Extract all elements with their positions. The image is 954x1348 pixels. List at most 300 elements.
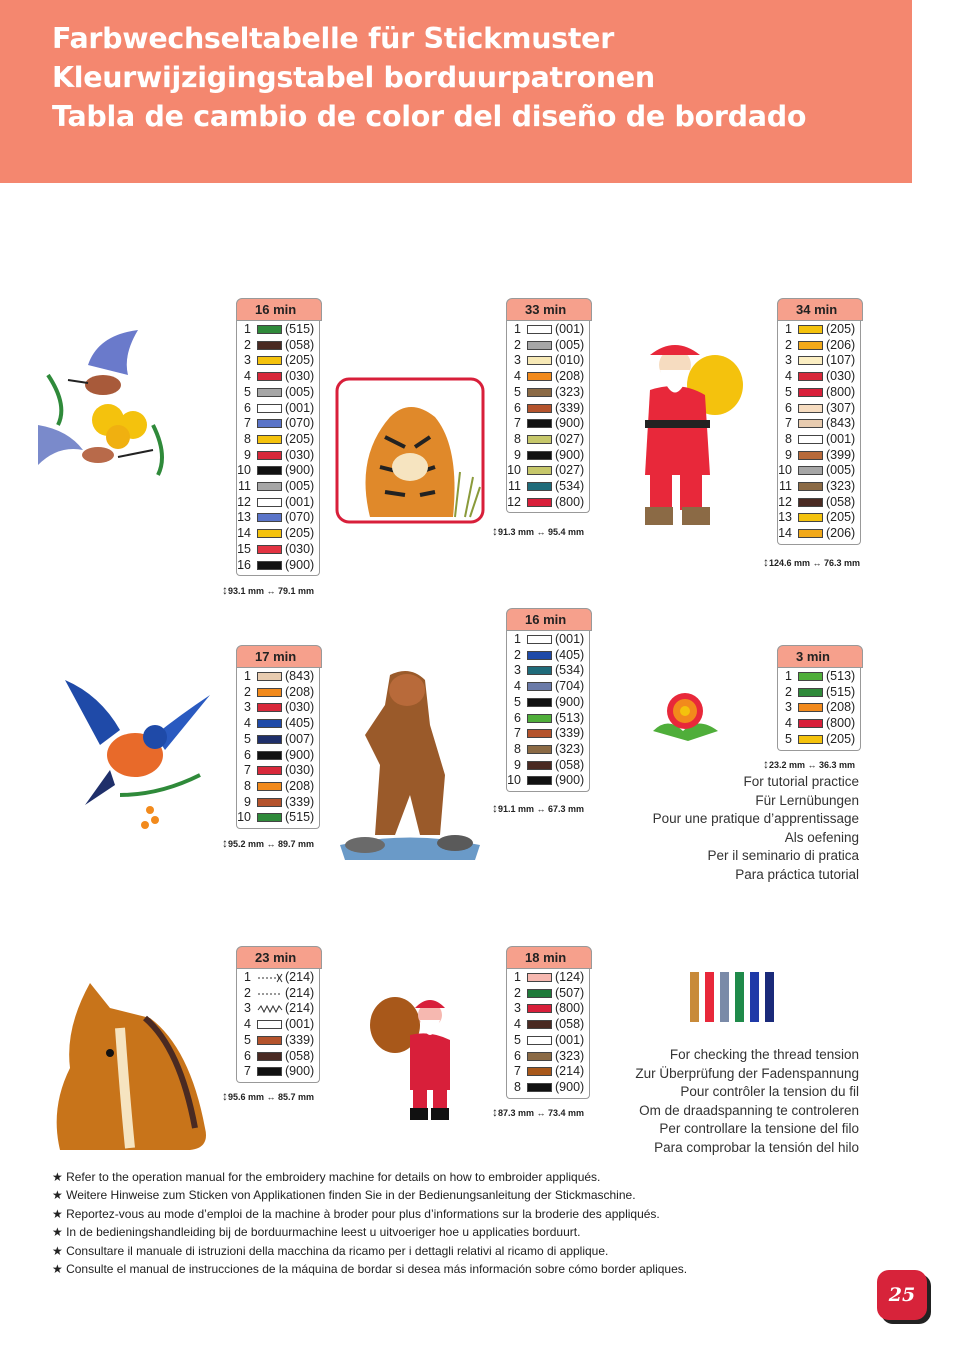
thread-code: (339): [555, 400, 585, 415]
footnote: ★ Weitere Hinweise zum Sticken von Applikationen finden Sie in der Bedienungsanleitung der Stickmaschine.: [52, 1188, 636, 1203]
thread-code: (405): [285, 716, 315, 731]
color-row: [507, 648, 589, 664]
color-swatch: [527, 1036, 552, 1045]
thread-code: (001): [285, 1017, 315, 1032]
color-row: [778, 322, 860, 338]
color-step: 3: [244, 1001, 251, 1016]
color-step: 8: [514, 1079, 521, 1094]
color-row: [237, 1001, 319, 1017]
color-row: [237, 369, 319, 385]
color-row: [237, 448, 319, 464]
color-row: [507, 742, 589, 758]
color-swatch: [798, 451, 823, 460]
color-row: [778, 338, 860, 354]
thread-code: (208): [285, 778, 315, 793]
dimensions-text: 93.1 mm ↔ 79.1 mm: [228, 586, 315, 596]
color-swatch: [527, 498, 552, 507]
thread-code: (070): [285, 510, 315, 525]
color-swatch: [257, 435, 282, 444]
color-row: [507, 632, 589, 648]
color-row: [778, 479, 860, 495]
thread-code: (323): [555, 1048, 585, 1063]
color-row: [237, 669, 319, 685]
flower-image: [648, 686, 723, 746]
color-step: 3: [514, 663, 521, 678]
bluebird-image: [60, 675, 210, 835]
thread-code: (900): [285, 557, 315, 572]
color-step: 5: [244, 384, 251, 399]
color-step: 10: [507, 463, 521, 478]
color-row: [237, 810, 319, 826]
tutorial-line: Per il seminario di pratica: [707, 848, 859, 863]
design-dimensions: [763, 555, 860, 569]
color-step: 2: [244, 337, 251, 352]
thread-code: (058): [555, 757, 585, 772]
color-row: [778, 432, 860, 448]
color-step: 6: [244, 1048, 251, 1063]
thread-code: (005): [555, 337, 585, 352]
height-arrow-icon: ↕: [222, 583, 228, 597]
color-swatch: [257, 813, 282, 822]
tension-line: For checking the thread tension: [669, 1047, 859, 1062]
thread-code: (030): [285, 763, 315, 778]
color-swatch: [798, 672, 823, 681]
color-row: [778, 416, 860, 432]
thread-tension-swatches: [688, 970, 783, 1025]
color-step: 5: [514, 694, 521, 709]
title-line-es: Tabla de cambio de color del diseño de bordado: [52, 100, 807, 133]
color-step: 16: [237, 557, 251, 572]
thread-code: (214): [285, 970, 315, 984]
thread-code: (030): [285, 541, 315, 556]
color-row: [237, 432, 319, 448]
color-swatch: [257, 561, 282, 570]
color-step: 14: [237, 526, 251, 541]
color-swatch: [257, 782, 282, 791]
stitch-line-icon: [257, 988, 283, 1000]
stitch-line-icon: [257, 972, 283, 984]
color-step: 4: [514, 679, 521, 694]
footnote: ★ In de bedieningshandleiding bij de borduurmachine leest u uitvoeriger hoe u applicaties borduurt.: [52, 1225, 581, 1240]
color-swatch: [527, 404, 552, 413]
title-line-nl: Kleurwijzigingstabel borduurpatronen: [52, 61, 655, 94]
hummingbird-image: [28, 325, 173, 495]
color-swatch: [257, 719, 282, 728]
color-row: [237, 685, 319, 701]
thread-code: (800): [555, 494, 585, 509]
color-step: 7: [244, 1064, 251, 1079]
color-row: [237, 779, 319, 795]
color-table: [506, 302, 590, 513]
color-table: [506, 950, 590, 1099]
color-step: 10: [237, 463, 251, 478]
color-row: [507, 1033, 589, 1049]
color-row: [507, 695, 589, 711]
page-number: 25: [877, 1270, 927, 1320]
height-arrow-icon: ↕: [763, 555, 769, 569]
color-step: 2: [244, 684, 251, 699]
color-swatch: [527, 729, 552, 738]
color-swatch: [257, 466, 282, 475]
color-swatch: [527, 372, 552, 381]
color-row: [778, 495, 860, 511]
color-row: [507, 679, 589, 695]
color-row: [237, 700, 319, 716]
height-arrow-icon: ↕: [492, 801, 498, 815]
design-dimensions: [222, 1089, 314, 1103]
color-swatch: [527, 388, 552, 397]
color-row: [507, 1080, 589, 1096]
color-step: 6: [244, 747, 251, 762]
thread-code: (030): [285, 447, 315, 462]
color-step: 12: [237, 494, 251, 509]
color-row: [237, 463, 319, 479]
thread-code: (208): [555, 369, 585, 384]
color-swatch: [257, 545, 282, 554]
stitch-time: 23 min: [236, 946, 322, 969]
color-swatch: [527, 745, 552, 754]
thread-code: (107): [826, 353, 856, 368]
height-arrow-icon: ↕: [492, 524, 498, 538]
color-row: [778, 526, 860, 542]
color-swatch: [798, 466, 823, 475]
color-step: 8: [514, 431, 521, 446]
color-swatch: [257, 482, 282, 491]
color-step: 9: [244, 794, 251, 809]
color-row: [237, 1033, 319, 1049]
color-step: 12: [507, 494, 521, 509]
color-swatch: [798, 513, 823, 522]
color-row: [237, 748, 319, 764]
color-table: [777, 302, 861, 545]
color-row: [237, 526, 319, 542]
color-step: 6: [514, 710, 521, 725]
color-row: [507, 663, 589, 679]
thread-code: (030): [285, 369, 315, 384]
thread-code: (339): [555, 726, 585, 741]
stitch-time: 33 min: [506, 298, 592, 321]
thread-code: (704): [555, 679, 585, 694]
color-step: 6: [514, 400, 521, 415]
color-row: [507, 401, 589, 417]
thread-code: (058): [285, 1048, 315, 1063]
color-swatch: [257, 325, 282, 334]
color-step: 15: [237, 541, 251, 556]
color-swatch: [257, 688, 282, 697]
color-step: 8: [514, 741, 521, 756]
color-step: 5: [785, 731, 792, 746]
color-swatch: [527, 451, 552, 460]
footnote: ★ Consultare il manuale di istruzioni della macchina da ricamo per i dettagli relativi al ricamo di applique.: [52, 1243, 609, 1258]
thread-code: (323): [555, 384, 585, 399]
color-step: 7: [514, 416, 521, 431]
dimensions-text: 87.3 mm ↔ 73.4 mm: [498, 1108, 585, 1118]
color-step: 4: [244, 369, 251, 384]
thread-code: (070): [285, 416, 315, 431]
color-step: 2: [514, 337, 521, 352]
thread-code: (206): [826, 526, 856, 541]
color-swatch: [527, 1083, 552, 1092]
thread-code: (800): [555, 1001, 585, 1016]
color-row: [237, 986, 319, 1002]
color-row: [507, 1064, 589, 1080]
tutorial-text: [653, 773, 859, 884]
color-row: [507, 479, 589, 495]
footnote: ★ Consulte el manual de instrucciones de la máquina de bordar si desea más información sobre cómo border apliques.: [52, 1262, 688, 1277]
color-step: 5: [514, 1032, 521, 1047]
tension-line: Pour contrôler la tension du fil: [680, 1084, 859, 1099]
color-row: [507, 726, 589, 742]
color-swatch: [527, 714, 552, 723]
color-step: 1: [514, 970, 521, 984]
thread-code: (513): [555, 710, 585, 725]
color-swatch: [257, 1052, 282, 1061]
color-swatch: [798, 529, 823, 538]
dimensions-text: 23.2 mm ↔ 36.3 mm: [769, 760, 856, 770]
thread-code: (214): [285, 985, 315, 1000]
color-step: 3: [244, 353, 251, 368]
thread-code: (001): [285, 494, 315, 509]
thread-code: (205): [826, 731, 856, 746]
santa-small-image: [365, 990, 470, 1125]
color-step: 2: [514, 985, 521, 1000]
color-row: [237, 1017, 319, 1033]
color-swatch: [257, 672, 282, 681]
page-header: [0, 0, 912, 183]
color-row: [507, 369, 589, 385]
thread-code: (323): [555, 741, 585, 756]
color-step: 10: [778, 463, 792, 478]
color-swatch: [257, 451, 282, 460]
color-row: [778, 700, 860, 716]
tension-line: Per controllare la tensione del filo: [659, 1121, 859, 1136]
thread-code: (005): [285, 384, 315, 399]
color-row: [237, 763, 319, 779]
color-swatch: [257, 1020, 282, 1029]
color-row: [237, 338, 319, 354]
color-table: [236, 302, 320, 576]
thread-tension-bar: [735, 972, 744, 1022]
color-swatch: [527, 325, 552, 334]
bear-image: [335, 665, 485, 862]
color-step: 7: [244, 763, 251, 778]
thread-code: (843): [285, 669, 315, 683]
color-step: 10: [507, 773, 521, 788]
color-row: [507, 986, 589, 1002]
color-swatch: [527, 651, 552, 660]
height-arrow-icon: ↕: [763, 757, 769, 771]
color-step: 8: [244, 431, 251, 446]
color-swatch: [798, 325, 823, 334]
color-row: [778, 448, 860, 464]
color-swatch: [257, 419, 282, 428]
color-swatch: [257, 751, 282, 760]
color-step: 1: [785, 322, 792, 336]
color-step: 4: [785, 716, 792, 731]
color-row: [237, 970, 319, 986]
color-swatch: [527, 1052, 552, 1061]
thread-code: (001): [555, 322, 585, 336]
thread-code: (206): [826, 337, 856, 352]
color-step: 3: [785, 700, 792, 715]
thread-code: (214): [285, 1001, 315, 1016]
thread-code: (515): [285, 322, 315, 336]
thread-code: (208): [285, 684, 315, 699]
color-row: [507, 338, 589, 354]
color-swatch: [527, 635, 552, 644]
thread-code: (323): [826, 479, 856, 493]
thread-code: (800): [826, 716, 856, 731]
color-step: 5: [244, 1032, 251, 1047]
dimensions-text: 95.2 mm ↔ 89.7 mm: [228, 839, 315, 849]
color-row: [507, 495, 589, 511]
color-step: 5: [785, 384, 792, 399]
horse-image: [50, 978, 215, 1153]
thread-code: (900): [555, 694, 585, 709]
design-dimensions: [492, 801, 584, 815]
color-row: [778, 685, 860, 701]
stitch-time: 3 min: [777, 645, 863, 668]
color-swatch: [798, 341, 823, 350]
tension-line: Om de draadspanning te controleren: [639, 1102, 859, 1118]
thread-code: (307): [826, 400, 856, 415]
color-step: 5: [514, 384, 521, 399]
color-row: [237, 479, 319, 495]
color-row: [778, 669, 860, 685]
color-swatch: [257, 513, 282, 522]
title-line-de: Farbwechseltabelle für Stickmuster: [52, 22, 614, 55]
thread-code: (007): [285, 731, 315, 746]
thread-code: (900): [555, 447, 585, 462]
thread-code: (900): [555, 773, 585, 788]
thread-code: (205): [285, 353, 315, 368]
dimensions-text: 91.3 mm ↔ 95.4 mm: [498, 527, 585, 537]
design-dimensions: [222, 836, 314, 850]
color-step: 11: [508, 479, 521, 493]
thread-code: (900): [285, 463, 315, 478]
color-swatch: [527, 1004, 552, 1013]
thread-code: (534): [555, 663, 585, 678]
thread-code: (001): [285, 400, 315, 415]
thread-code: (001): [826, 431, 856, 446]
tiger-image: [335, 377, 485, 524]
thread-code: (124): [555, 970, 585, 984]
thread-code: (405): [555, 647, 585, 662]
thread-code: (030): [285, 700, 315, 715]
thread-tension-bar: [705, 972, 714, 1022]
thread-code: (027): [555, 463, 585, 478]
color-step: 1: [244, 322, 251, 336]
color-step: 5: [244, 731, 251, 746]
color-step: 7: [514, 1064, 521, 1079]
thread-code: (214): [555, 1064, 585, 1079]
color-step: 2: [785, 684, 792, 699]
color-row: [237, 416, 319, 432]
dimensions-text: 124.6 mm ↔ 76.3 mm: [769, 558, 861, 568]
color-step: 1: [785, 669, 792, 683]
tension-line: Zur Überprüfung der Fadenspannung: [635, 1065, 859, 1081]
color-step: 1: [514, 632, 521, 646]
color-row: [237, 401, 319, 417]
thread-code: (005): [285, 479, 315, 493]
thread-code: (205): [285, 526, 315, 541]
thread-tension-bar: [750, 972, 759, 1022]
color-swatch: [527, 973, 552, 982]
color-row: [778, 732, 860, 748]
tension-line: Para comprobar la tensión del hilo: [654, 1139, 859, 1155]
thread-code: (001): [555, 1032, 585, 1047]
color-step: 1: [514, 322, 521, 336]
thread-code: (900): [285, 1064, 315, 1079]
color-step: 13: [237, 510, 251, 525]
thread-code: (515): [285, 810, 315, 825]
color-row: [507, 711, 589, 727]
color-swatch: [527, 776, 552, 785]
footnote: ★ Reportez-vous au mode d’emploi de la machine à broder pour plus d’informations sur la broderie des appliqués.: [52, 1206, 660, 1221]
thread-code: (399): [826, 447, 856, 462]
design-dimensions: [763, 757, 855, 771]
santa-large-image: [620, 335, 745, 535]
color-swatch: [798, 482, 823, 491]
color-swatch: [527, 482, 552, 491]
thread-code: (534): [555, 479, 585, 493]
color-swatch: [257, 735, 282, 744]
color-step: 9: [514, 757, 521, 772]
color-swatch: [257, 372, 282, 381]
thread-code: (208): [826, 700, 856, 715]
color-row: [778, 510, 860, 526]
color-step: 14: [778, 526, 792, 541]
thread-code: (513): [826, 669, 856, 683]
color-step: 3: [244, 700, 251, 715]
color-swatch: [257, 1036, 282, 1045]
color-step: 7: [514, 726, 521, 741]
thread-code: (900): [555, 1079, 585, 1094]
color-row: [507, 322, 589, 338]
color-swatch: [527, 419, 552, 428]
color-swatch: [798, 688, 823, 697]
height-arrow-icon: ↕: [492, 1105, 498, 1119]
color-row: [237, 1049, 319, 1065]
stitch-time: 17 min: [236, 645, 322, 668]
color-swatch: [527, 435, 552, 444]
color-table: [777, 649, 861, 751]
thread-code: (339): [285, 794, 315, 809]
thread-code: (205): [285, 431, 315, 446]
color-table: [506, 612, 590, 792]
color-step: 6: [244, 400, 251, 415]
color-swatch: [527, 341, 552, 350]
thread-code: (205): [826, 322, 856, 336]
color-row: [778, 716, 860, 732]
color-step: 3: [785, 353, 792, 368]
color-swatch: [798, 356, 823, 365]
color-row: [237, 322, 319, 338]
design-dimensions: [492, 1105, 584, 1119]
design-dimensions: [222, 583, 314, 597]
tutorial-line: For tutorial practice: [743, 774, 859, 789]
color-table: [236, 649, 320, 829]
stitch-time: 18 min: [506, 946, 592, 969]
color-step: 9: [514, 447, 521, 462]
color-step: 11: [238, 479, 251, 493]
color-step: 12: [778, 494, 792, 509]
color-step: 10: [237, 810, 251, 825]
color-step: 4: [244, 716, 251, 731]
color-step: 1: [244, 970, 251, 984]
color-swatch: [257, 529, 282, 538]
color-swatch: [257, 404, 282, 413]
